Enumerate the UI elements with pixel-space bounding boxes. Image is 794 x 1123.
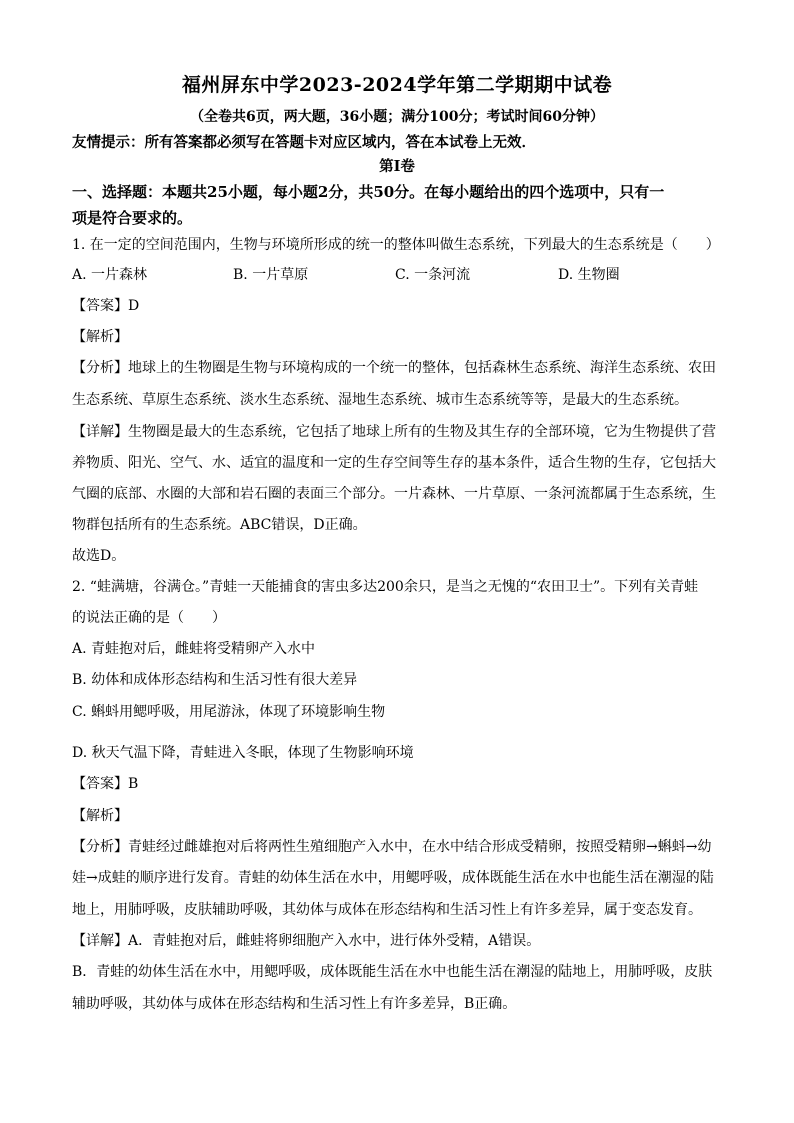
q1-detail-line: 气圈的底部、水圈的大部和岩石圈的表面三个部分。一片森林、一片草原、一条河流都属于生态系统，生 <box>72 486 716 502</box>
q1-option-c: C. 一条河流 <box>395 267 471 283</box>
exam-title: 福州屏东中学2023-2024学年第二学期期中试卷 <box>181 74 613 96</box>
section-heading <box>72 179 727 231</box>
q1-detail-line: 养物质、阳光、空气、水、适宜的温度和一定的生存空间等生存的基本条件，适合生物的生存，它包括大 <box>72 455 716 471</box>
q1-option-d: D. 生物圈 <box>558 267 620 283</box>
q2-fenxi-line: 地上，用肺呼吸，皮肤辅助呼吸，其幼体与成体在形态结构和生活习性上有许多差异，属于变态发育。 <box>72 902 702 918</box>
section-heading-line: 项是符合要求的。 <box>72 209 193 227</box>
q2-option-a: A. 青蛙抱对后，雌蛙将受精卵产入水中 <box>72 641 316 657</box>
q2-option-d: D. 秋天气温下降，青蛙进入冬眠，体现了生物影响环境 <box>72 745 414 761</box>
q2-analysis-label: 【解析】 <box>72 808 128 824</box>
q2-fenxi-line: 娃→成蛙的顺序进行发育。青蛙的幼体生活在水中，用鳃呼吸，成体既能生活在水中也能生活在潮湿的陆 <box>72 870 714 886</box>
q1-detail-line: 物群包括所有的生态系统。ABC错误，D正确。 <box>72 517 367 533</box>
q1-answer: 【答案】D <box>72 298 140 314</box>
exam-subtitle: （全卷共6页，两大题，36小题；满分100分；考试时间60分钟） <box>190 109 604 125</box>
q2-fenxi-line: 【分析】青蛙经过雌雄抱对后将两性生殖细胞产入水中，在水中结合形成受精卵，按照受精卵→蝌蚪→幼 <box>72 839 712 855</box>
q1-analysis-label: 【解析】 <box>72 329 128 345</box>
q2-stem-line: 2. “蛙满塘，谷满仓。”青蛙一天能捕食的害虫多达200余只，是当之无愧的“农田卫士”。下列有关青蛙 <box>72 579 699 595</box>
q1-detail-line: 【详解】生物圈是最大的生态系统，它包括了地球上所有的生物及其生存的全部环境，它为生物提供了营 <box>72 424 716 440</box>
q1-fenxi-line: 生态系统、草原生态系统、淡水生态系统、湿地生态系统、城市生态系统等等，是最大的生态系统。 <box>72 392 688 408</box>
q2-detail-line: 【详解】A．青蛙抱对后，雌蛙将卵细胞产入水中，进行体外受精，A错误。 <box>72 933 541 949</box>
q2-detail-line: B．青蛙的幼体生活在水中，用鳃呼吸，成体既能生活在水中也能生活在潮湿的陆地上，用肺呼吸，皮肤 <box>72 964 713 980</box>
q2-option-b: B. 幼体和成体形态结构和生活习性有很大差异 <box>72 672 358 688</box>
volume-heading: 第Ⅰ卷 <box>379 158 415 175</box>
q1-fenxi-line: 【分析】地球上的生物圈是生物与环境构成的一个统一的整体，包括森林生态系统、海洋生态系统、农田 <box>72 360 716 376</box>
q1-stem: 1. 在一定的空间范围内，生物与环境所形成的统一的整体叫做生态系统，下列最大的生态系统是（ ） <box>72 237 720 253</box>
q2-answer: 【答案】B <box>72 776 139 792</box>
q1-conclusion: 故选D。 <box>72 548 126 564</box>
section-heading-line: 一、选择题：本题共25小题，每小题2分，共50分。在每小题给出的四个选项中，只有一 <box>72 183 665 201</box>
q1-option-b: B. 一片草原 <box>233 267 309 283</box>
q1-option-a: A. 一片森林 <box>72 267 148 283</box>
q2-option-c: C. 蝌蚪用鳃呼吸，用尾游泳，体现了环境影响生物 <box>72 704 386 720</box>
q2-stem-line: 的说法正确的是（ ） <box>72 610 226 626</box>
q2-detail-line: 辅助呼吸，其幼体与成体在形态结构和生活习性上有许多差异，B正确。 <box>72 996 517 1012</box>
friendly-tip: 友情提示：所有答案都必须写在答题卡对应区域内，答在本试卷上无效． <box>72 134 536 151</box>
